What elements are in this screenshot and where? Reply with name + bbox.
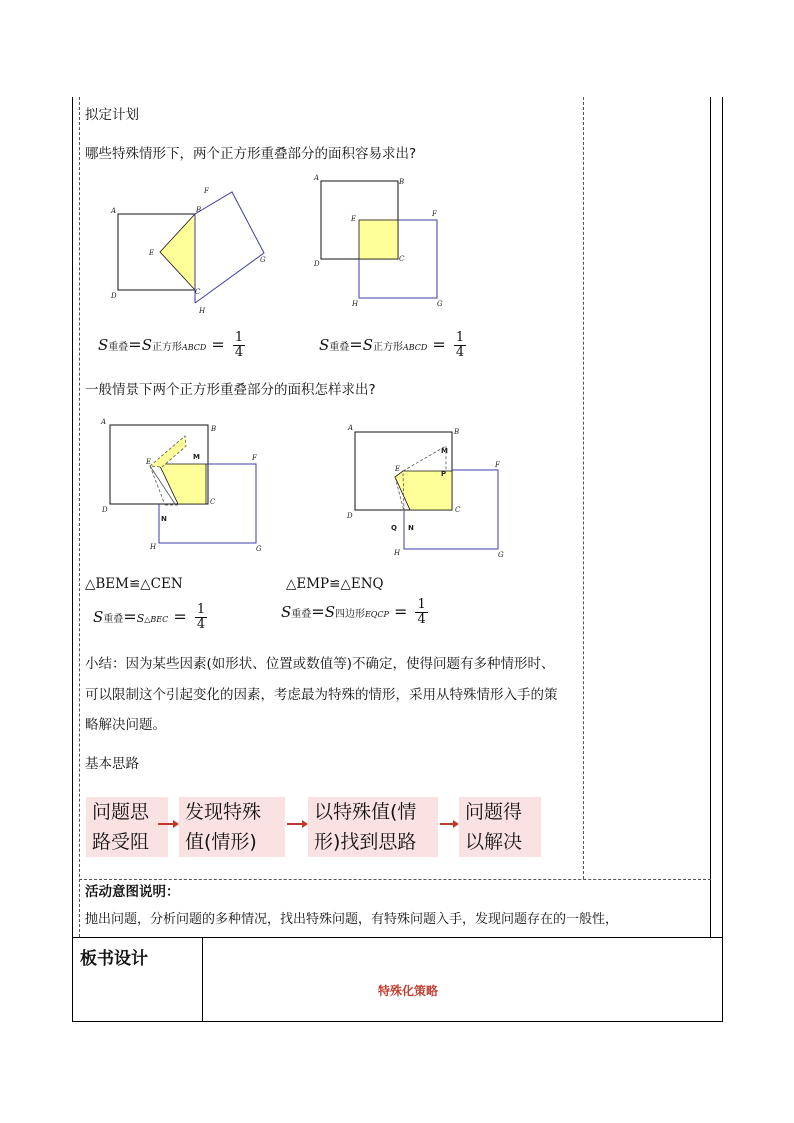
fig1-label-b: B (196, 206, 202, 214)
flow-step-2-line1: 发现特殊 (185, 801, 262, 823)
fig3-label-d: D (102, 506, 108, 514)
fig2-label-a: A (314, 174, 320, 182)
fig3-label-g: G (256, 545, 262, 553)
fig2-label-h: H (352, 300, 359, 308)
activity-title: 活动意图说明： (85, 884, 180, 900)
fig4-label-d: D (347, 512, 353, 520)
flow-step-2-line2: 值(情形) (185, 831, 257, 853)
summary-line-2: 可以限制这个引起变化的因素，考虑最为特殊的情形，采用从特殊情形入手的策 (85, 687, 558, 703)
fig4-label-m: M (441, 447, 448, 455)
fig4-label-b: B (454, 428, 460, 436)
flow-step-1 (86, 797, 168, 857)
board-row-top-border (72, 937, 723, 938)
board-content: 特殊化策略 (378, 984, 439, 998)
column-dashed-divider (583, 97, 584, 879)
flow-arrow-3 (440, 823, 454, 825)
flow-step-1-line2: 路受阻 (92, 831, 150, 853)
fig2-label-f: F (432, 210, 437, 218)
flow-step-4-line2: 以解决 (465, 831, 523, 853)
formula-general-1: S重叠=S△BEC = $\frac{1}{4}$ (93, 602, 206, 632)
figure-corner-square (310, 170, 450, 310)
fig3-label-e: E (146, 458, 152, 466)
activity-dashed-separator (79, 879, 711, 880)
flow-step-4-line1: 问题得 (465, 801, 523, 823)
fig1-label-a: A (111, 207, 117, 215)
figure-rotated-square (105, 185, 275, 315)
formula-special-2: S重叠=S正方形ABCD = $\frac{1}{4}$ (319, 330, 465, 360)
fig3-label-b: B (211, 425, 217, 433)
fig4-label-p: P (441, 470, 447, 478)
flow-step-3 (308, 797, 438, 857)
activity-text: 抛出问题，分析问题的多种情况，找出特殊问题，有特殊问题入手，发现问题存在的一般性， (85, 912, 619, 927)
fig4-label-q: Q (391, 524, 397, 532)
fig3-label-m: M (193, 453, 200, 461)
board-column-divider (202, 937, 203, 1022)
fig1-label-g: G (260, 256, 266, 264)
fig4-label-a: A (348, 424, 354, 432)
basic-idea-title: 基本思路 (85, 756, 139, 772)
flow-step-4 (459, 797, 541, 857)
fig2-label-g: G (437, 300, 443, 308)
fig4-label-n: N (408, 524, 414, 532)
flow-step-3-line2: 形)找到思路 (314, 831, 417, 853)
fig4-label-e: E (395, 465, 401, 473)
board-title: 板书设计 (80, 949, 148, 969)
flow-arrow-1 (158, 823, 174, 825)
fig4-label-h: H (394, 549, 401, 557)
flow-arrow-2 (287, 823, 303, 825)
summary-line-1: 小结：因为某些因素(如形状、位置或数值等)不确定，使得问题有多种情形时、 (85, 656, 555, 672)
fig1-label-c: C (195, 288, 201, 296)
fig2-label-d: D (314, 260, 320, 268)
table-right-border (722, 97, 723, 1022)
flow-step-2 (179, 797, 285, 857)
congruence-statement-2: △EMP≌△ENQ (286, 576, 384, 592)
fig3-label-c: C (210, 498, 216, 506)
fig1-label-d: D (111, 292, 117, 300)
flow-step-1-line1: 问题思 (92, 801, 150, 823)
formula-general-2: S重叠=S四边形EQCP = $\frac{1}{4}$ (281, 597, 426, 627)
question-general: 一般情景下两个正方形重叠部分的面积怎样求出? (85, 382, 376, 398)
inner-left-dashed-border (79, 97, 80, 937)
question-special: 哪些特殊情形下，两个正方形重叠部分的面积容易求出? (85, 146, 417, 162)
fig1-label-f: F (204, 187, 209, 195)
table-bottom-border (72, 1021, 723, 1022)
fig3-label-h: H (150, 543, 157, 551)
formula-special-1: S重叠=S正方形ABCD = $\frac{1}{4}$ (98, 330, 244, 360)
fig1-label-e: E (149, 249, 155, 257)
fig1-label-h: H (199, 307, 206, 315)
congruence-statement-1: △BEM≌△CEN (85, 576, 183, 592)
fig4-label-f: F (495, 461, 500, 469)
summary-line-3: 略解决问题。 (85, 717, 166, 733)
table-left-border (72, 97, 73, 1022)
figure-general-triangle (98, 412, 268, 557)
flow-step-3-line1: 以特殊值(情 (314, 801, 417, 823)
section-plan-title: 拟定计划 (85, 107, 139, 123)
fig3-label-n: N (161, 515, 167, 523)
fig3-label-a: A (101, 418, 107, 426)
fig4-label-g: G (498, 551, 504, 559)
fig2-label-e: E (351, 215, 357, 223)
figure-general-quadrilateral (340, 418, 515, 563)
table-inner-right-border (710, 97, 711, 937)
fig3-label-f: F (252, 454, 257, 462)
fig4-label-c: C (455, 506, 461, 514)
fig2-label-c: C (399, 255, 405, 263)
fig2-label-b: B (399, 178, 405, 186)
